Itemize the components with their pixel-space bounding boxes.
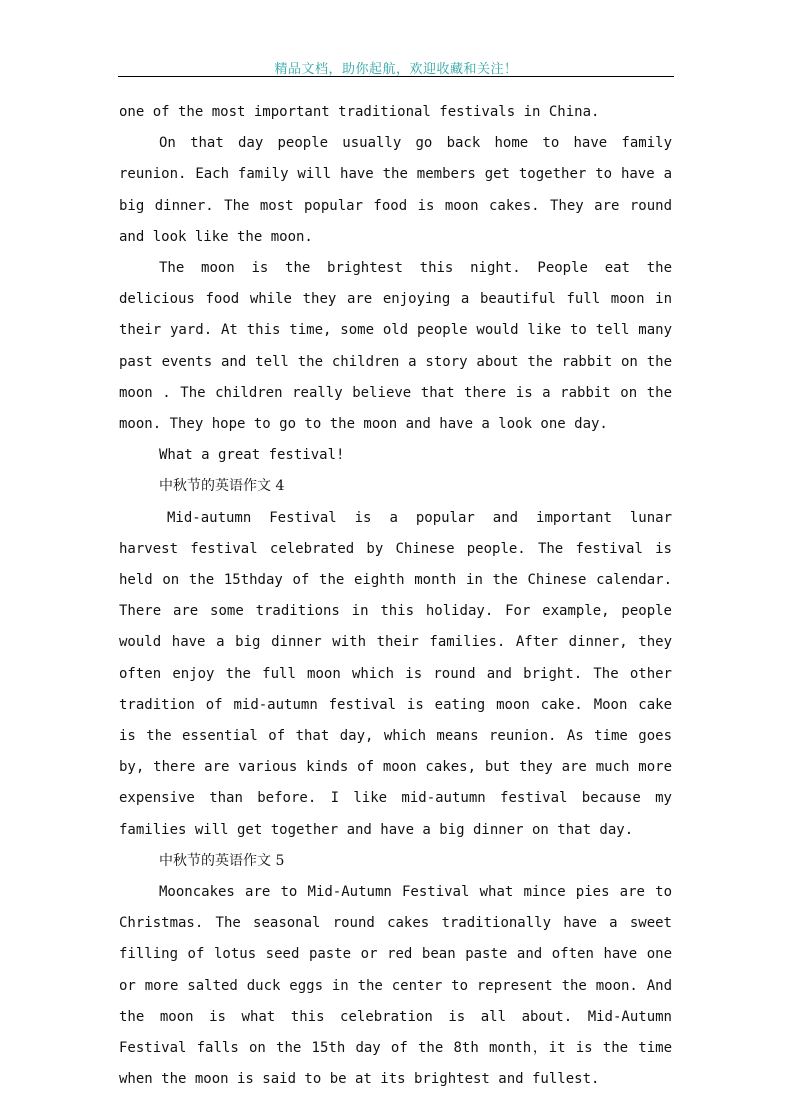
paragraph-exclamation: What a great festival!	[159, 447, 345, 464]
section-heading-5: 中秋节的英语作文 5	[159, 852, 285, 869]
paragraph-mooncakes: Mooncakes are to Mid-Autumn Festival what mince pies are to Christmas. The seasonal round cakes traditionally have a sweet filling of lotus seed paste or red bean paste and often have one or more salted duck eggs in the center to represent the moon. And the moon is what this celebration is all about. Mid-Autumn Festival falls on the 15th day of the 8th month，it is the time when the moon is said to be at its brightest and fullest.	[119, 884, 672, 1088]
paragraph-brightest-moon: The moon is the brightest this night. People eat the delicious food while they are enjoying a beautiful full moon in their yard. At this time, some old people would like to tell many past events and tell the children a story about the rabbit on the moon . The children really believe that there is a rabbit on the moon. They hope to go to the moon and have a look one day.	[119, 260, 672, 433]
page-header: 精品文档，助你起航，欢迎收藏和关注！	[274, 62, 518, 77]
section-heading-4: 中秋节的英语作文 4	[159, 478, 285, 495]
paragraph-family-reunion: On that day people usually go back home to have family reunion. Each family will have the members get together to have a big dinner. The most popular food is moon cakes. They are round and look like the moon.	[119, 135, 672, 245]
document-body	[119, 97, 672, 1096]
paragraph-mid-autumn-intro: Mid-autumn Festival is a popular and important lunar harvest festival celebrated by Chinese people. The festival is held on the 15thday of the eighth month in the Chinese calendar. There are some traditions in this holiday. For example, people would have a big dinner with their families. After dinner, they often enjoy the full moon which is round and bright. The other tradition of mid-autumn festival is eating moon cake. Moon cake is the essential of that day, which means reunion. As time goes by, there are various kinds of moon cakes, but they are much more expensive than before. I like mid-autumn festival because my families will get together and have a big dinner on that day.	[119, 509, 672, 838]
header-divider	[118, 76, 674, 77]
paragraph-continuation: one of the most important traditional festivals in China.	[119, 104, 600, 120]
